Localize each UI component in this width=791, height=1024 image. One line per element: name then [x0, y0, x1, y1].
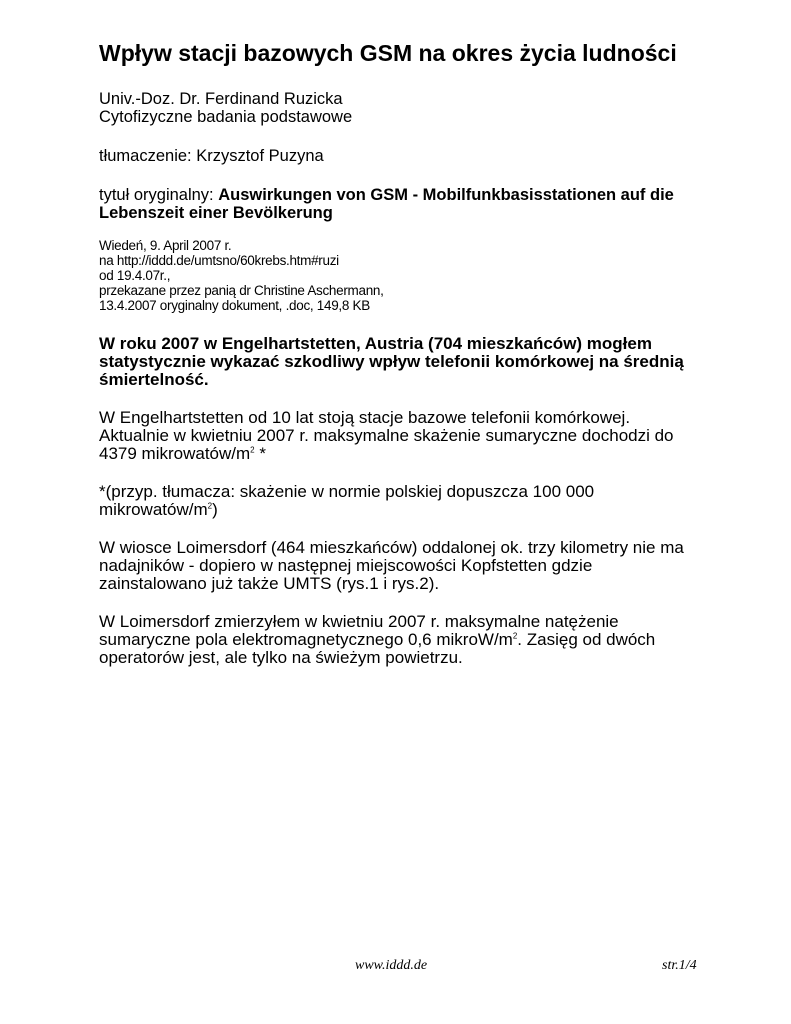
paragraph-translator-note: *(przyp. tłumacza: skażenie w normie polskiej dopuszcza 100 000 mikrowatów/$m^2$) [99, 482, 595, 519]
document-title: Wpływ stacji bazowych GSM na okres życia ludności [99, 40, 677, 66]
original-title-value: Auswirkungen von GSM - Mobilfunkbasisstationen auf die Lebenszeit einer Bevölkerung [99, 186, 674, 222]
meta-line: od 19.4.07r., [99, 268, 171, 283]
page-footer [0, 958, 791, 978]
meta-line: Wiedeń, 9. April 2007 r. [99, 238, 232, 253]
author-affiliation: Cytofizyczne badania podstawowe [99, 108, 353, 126]
original-title-label: tytuł oryginalny: [99, 186, 219, 204]
lead-paragraph: W roku 2007 w Engelhartstetten, Austria (704 mieszkańców) mogłem statystycznie wykazać szkodliwy wpływ telefonii komórkowej na średnią śmiertelność. [99, 334, 684, 389]
footer-page-number: str.1/4 [662, 958, 697, 973]
paragraph-loimersdorf: W wiosce Loimersdorf (464 mieszkańców) oddalonej ok. trzy kilometry nie ma nadajników - dopiero w następnej miejscowości Kopfstetten gdzie zainstalowano już także UMTS (rys.1 i rys.2). [99, 538, 684, 593]
source-meta [99, 238, 699, 313]
original-title [99, 186, 699, 222]
paragraph-engelhartstetten: W Engelhartstetten od 10 lat stoją stacje bazowe telefonii komórkowej. Aktualnie w kwietniu 2007 r. maksymalne skażenie sumaryczne dochodzi do 4379 mikrowatów/$m^2$ * [99, 408, 674, 463]
translator-line: tłumaczenie: Krzysztof Puzyna [99, 147, 324, 165]
meta-line: 13.4.2007 oryginalny dokument, .doc, 149,8 KB [99, 298, 370, 313]
footer-site: www.iddd.de [355, 958, 428, 973]
meta-line: przekazane przez panią dr Christine Aschermann, [99, 283, 384, 298]
author-name: Univ.-Doz. Dr. Ferdinand Ruzicka [99, 90, 343, 108]
document-body [99, 40, 699, 667]
paragraph-measurement: W Loimersdorf zmierzyłem w kwietniu 2007 r. maksymalne natężenie sumaryczne pola elektromagnetycznego 0,6 mikroW/$m^2$. Zasięg od dwóch operatorów jest, ale tylko na świeżym powietrzu. [99, 612, 656, 667]
meta-line: na http://iddd.de/umtsno/60krebs.htm#ruzi [99, 253, 339, 268]
